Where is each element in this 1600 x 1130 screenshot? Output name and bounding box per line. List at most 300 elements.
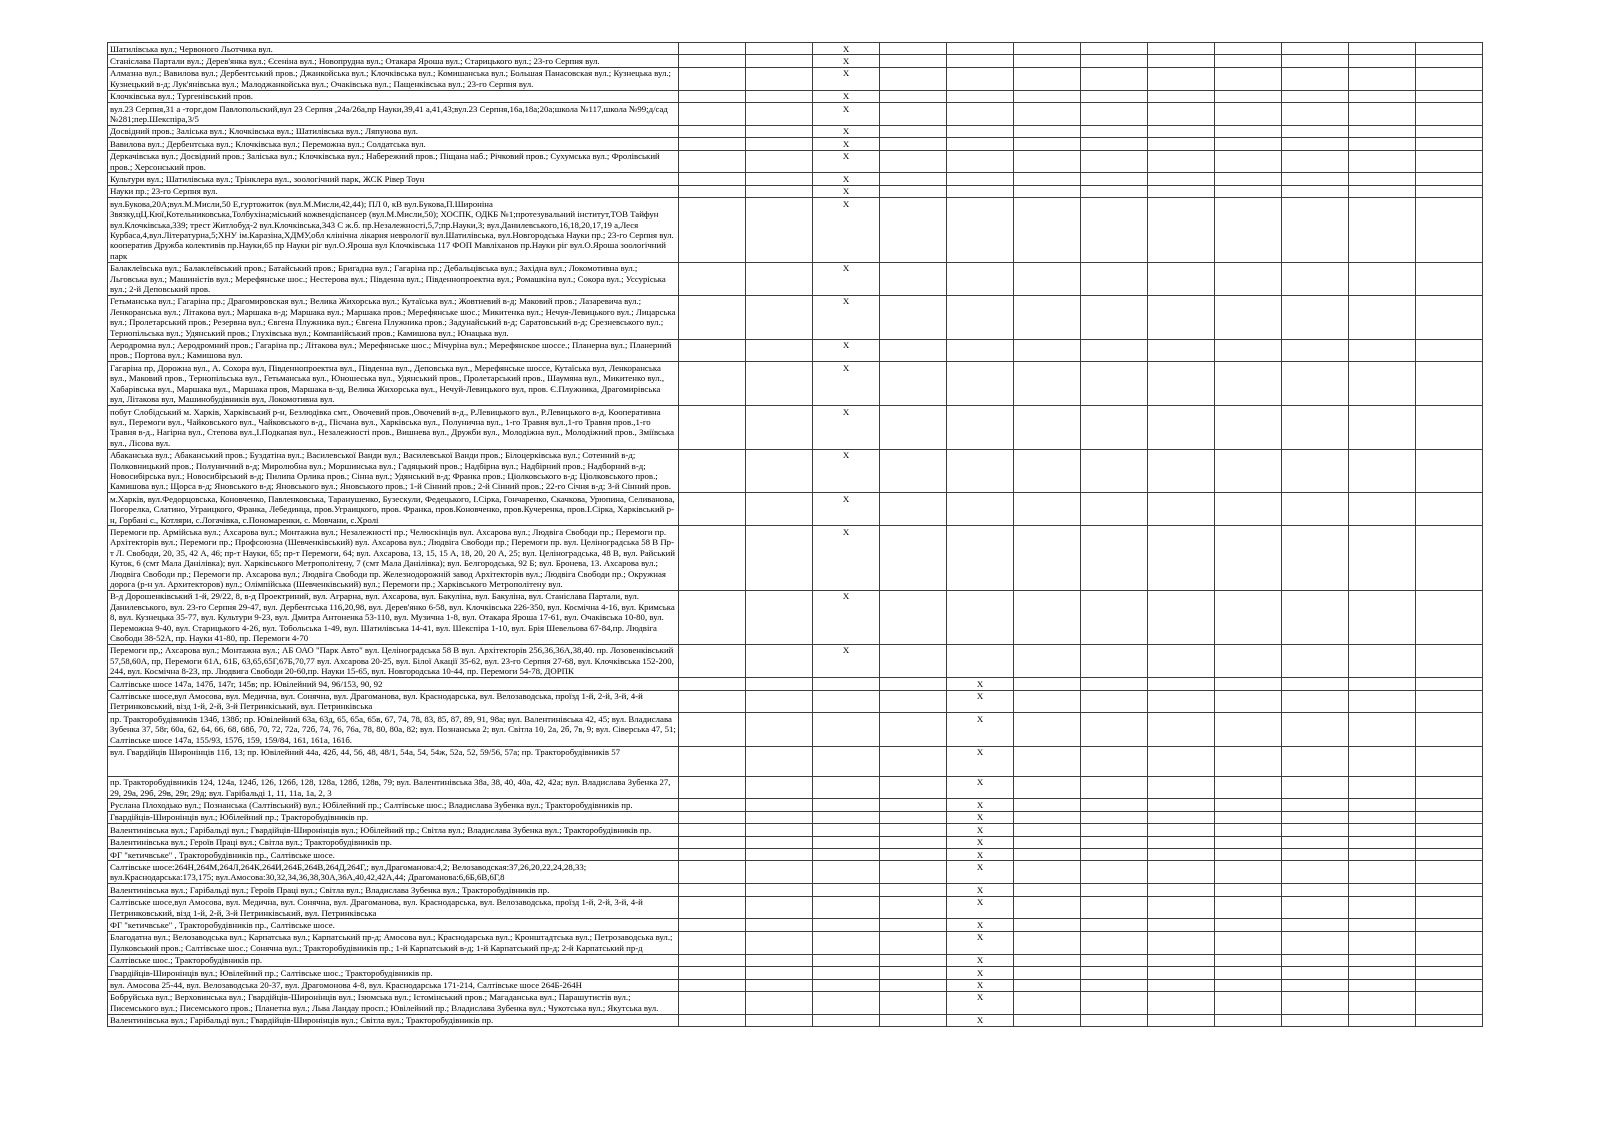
street-table [107, 42, 1483, 1027]
empty-cell [1081, 173, 1148, 185]
x-mark-cell: X [813, 185, 880, 197]
x-mark-cell: X [947, 746, 1014, 776]
empty-cell [947, 173, 1014, 185]
empty-cell [1215, 590, 1282, 644]
street-list-cell: Гагаріна пр, Дорожна вул., А. Сохора вул, Південнопроектна вул., Південна вул., Деповська вул., Мерефянське шоссе, Кутаїська вул, Ленкоранська вул., Маковий пров., Тернопільська вул., Гетьманська вул., Юношеська вул., Удянський пров., Пролетарський пров., Шаумяна вул., Микитенко вул., Хабарівська вул., Маршака вул., Маршака пров, Маршака в-зд, Велика Жихорська вул., Нечуй-Левицького вул, пров. Є.Плужника, Драгомирівська вул, Літакова вул, Машинобудівників вул, Локомотивна вул. [108, 362, 679, 406]
table-row [108, 449, 1483, 493]
empty-cell [1014, 746, 1081, 776]
empty-cell [746, 690, 813, 713]
empty-cell [1148, 67, 1215, 90]
empty-cell [880, 861, 947, 884]
empty-cell [746, 746, 813, 776]
empty-cell [1148, 198, 1215, 262]
empty-cell [947, 43, 1014, 55]
empty-cell [1215, 931, 1282, 954]
empty-cell [746, 67, 813, 90]
empty-cell [746, 125, 813, 137]
empty-cell [880, 919, 947, 931]
empty-cell [1215, 449, 1282, 493]
empty-cell [1282, 979, 1349, 991]
empty-cell [880, 55, 947, 67]
table-row [108, 493, 1483, 526]
empty-cell [1416, 90, 1483, 102]
empty-cell [880, 362, 947, 406]
empty-cell [1148, 991, 1215, 1014]
empty-cell [1282, 931, 1349, 954]
table-row [108, 884, 1483, 896]
empty-cell [1081, 295, 1148, 339]
empty-cell [947, 150, 1014, 173]
empty-cell [746, 678, 813, 690]
empty-cell [679, 339, 746, 362]
empty-cell [813, 836, 880, 848]
empty-cell [1349, 884, 1416, 896]
empty-cell [679, 931, 746, 954]
empty-cell [679, 67, 746, 90]
empty-cell [1282, 799, 1349, 811]
empty-cell [880, 198, 947, 262]
empty-cell [1148, 967, 1215, 979]
empty-cell [1081, 406, 1148, 450]
empty-cell [746, 644, 813, 677]
street-list-cell: Салтівське шосе,вул Амосова, вул. Медична, вул. Сонячна, вул. Драгоманова, вул. Краснодарська, вул. Велозаводська, проїзд 1-й, 2-й, 3-й, 4-й Петринковський, візд 1-й, 2-й, 3-й Петринкіський, вул. Петринківська [108, 690, 679, 713]
empty-cell [813, 931, 880, 954]
x-mark-cell: X [947, 954, 1014, 966]
empty-cell [1349, 776, 1416, 799]
empty-cell [679, 43, 746, 55]
empty-cell [1014, 590, 1081, 644]
empty-cell [1148, 493, 1215, 526]
empty-cell [1282, 67, 1349, 90]
empty-cell [1014, 138, 1081, 150]
empty-cell [1014, 849, 1081, 861]
empty-cell [1282, 836, 1349, 848]
empty-cell [1416, 138, 1483, 150]
empty-cell [1148, 449, 1215, 493]
empty-cell [813, 1014, 880, 1026]
street-list-cell: м.Харків, вул.Федорцовська, Коновченко, Павленковська, Таранушенко, Бузескули, Федецького, І.Сірка, Гончаренко, Скачкова, Урюпина, Селиванова, Погорелка, Слатино, Уграицкого, Франка, Лебединца, пров.Уграицкого, пров. Франка, пров.Коновченко, пров.Кучеренка, пров.І.Сірка, Харківський р-н, Горбані с., Котляри, с.Логачівка, с.Пономаренки, с. Мовчани, с.Хролі [108, 493, 679, 526]
empty-cell [1014, 919, 1081, 931]
empty-cell [679, 799, 746, 811]
x-mark-cell: X [947, 849, 1014, 861]
empty-cell [1148, 90, 1215, 102]
empty-cell [746, 931, 813, 954]
empty-cell [1349, 362, 1416, 406]
empty-cell [1081, 103, 1148, 126]
empty-cell [1282, 173, 1349, 185]
x-mark-cell: X [813, 43, 880, 55]
empty-cell [679, 103, 746, 126]
empty-cell [1416, 406, 1483, 450]
empty-cell [1148, 836, 1215, 848]
street-list-cell: Клочківська вул.; Тургенівський пров. [108, 90, 679, 102]
empty-cell [1014, 1014, 1081, 1026]
table-row [108, 811, 1483, 823]
empty-cell [1282, 1014, 1349, 1026]
x-mark-cell: X [813, 125, 880, 137]
empty-cell [1148, 262, 1215, 295]
empty-cell [1215, 884, 1282, 896]
empty-cell [1014, 690, 1081, 713]
empty-cell [746, 861, 813, 884]
empty-cell [1416, 185, 1483, 197]
table-row [108, 103, 1483, 126]
empty-cell [1349, 713, 1416, 746]
empty-cell [1349, 991, 1416, 1014]
empty-cell [880, 967, 947, 979]
empty-cell [679, 493, 746, 526]
empty-cell [1349, 339, 1416, 362]
empty-cell [1282, 185, 1349, 197]
empty-cell [746, 198, 813, 262]
empty-cell [880, 90, 947, 102]
empty-cell [1282, 824, 1349, 836]
empty-cell [1349, 919, 1416, 931]
empty-cell [1416, 644, 1483, 677]
empty-cell [1349, 931, 1416, 954]
empty-cell [1349, 526, 1416, 590]
street-table-body [108, 43, 1483, 1027]
empty-cell [947, 103, 1014, 126]
empty-cell [813, 678, 880, 690]
empty-cell [1416, 55, 1483, 67]
empty-cell [1282, 861, 1349, 884]
empty-cell [1282, 713, 1349, 746]
empty-cell [1148, 173, 1215, 185]
empty-cell [1349, 55, 1416, 67]
empty-cell [1014, 55, 1081, 67]
empty-cell [1148, 811, 1215, 823]
empty-cell [746, 811, 813, 823]
empty-cell [1148, 644, 1215, 677]
empty-cell [1349, 90, 1416, 102]
empty-cell [1081, 884, 1148, 896]
street-list-cell: Валентинівська вул.; Гарібальді вул.; Гвардійців-Широнінців вул.; Світла вул.; Тракторобудівників пр. [108, 1014, 679, 1026]
street-list-cell: Перемоги пр. Армійська вул.; Ахсарова вул.; Монтажна вул.; Незалежності пр.; Челюскінців вул. Ахсарова вул.; Людвіга Свободи пр.; Перемоги пр. Архітекторів вул.; Перемоги пр.; Профсоюзна (Шевченківський) вул. Ахсарова вул.; Людвіга Свободи пр.; Перемоги пр. вул. Целіноградська 58 В Пр-т Л. Свободи, 20, 35, 42 А, 46; пр-т Науки, 65; пр-т Перемоги, 64; вул. Ахсарова, 13, 15, 15 А, 18, 20, 20 А, 25; вул. Целіноградська, 48 В, вул. Райський Куток, 6 (смт Мала Данілівка); вул. Харківського Метрополітену, 7 (смт Мала Данілівка); вул. Белгородська, 92 Б; вул. Бронева, 13. Ахсарова вул.; Людвіга Свободи пр.; Перемоги пр. Ахсарова вул.; Людвіга Свободи пр. Железнодорожній завод Архітекторів вул.; Людвіга Свободи пр.; Окружная дорога (р-н ул. Архитекторов) вул.; Олімпійська (Шевченківський) вул.; Перемоги пр.; Харківського Метрополітену вул. [108, 526, 679, 590]
empty-cell [1215, 103, 1282, 126]
empty-cell [1215, 644, 1282, 677]
empty-cell [880, 590, 947, 644]
empty-cell [947, 295, 1014, 339]
empty-cell [1215, 90, 1282, 102]
empty-cell [1282, 295, 1349, 339]
empty-cell [679, 991, 746, 1014]
empty-cell [1215, 954, 1282, 966]
table-row [108, 406, 1483, 450]
empty-cell [813, 861, 880, 884]
empty-cell [880, 678, 947, 690]
empty-cell [1349, 138, 1416, 150]
empty-cell [746, 449, 813, 493]
empty-cell [679, 406, 746, 450]
street-list-cell: Салтівське шосе:264Н,264М,264Л,264К,264И,264Б,264В,264Д,264Г,; вул.Драгоманова:4,2; Велозаводская:37,26,20,22,24,28,33; вул.Краснодарська:173,175; вул.Амосова:30,32,34,36,38,30А,36А,40,42,42А,44; Драгоманова:6,6Б,6В,6Г,8 [108, 861, 679, 884]
empty-cell [1282, 644, 1349, 677]
empty-cell [1148, 362, 1215, 406]
empty-cell [1349, 590, 1416, 644]
empty-cell [1148, 861, 1215, 884]
empty-cell [1148, 150, 1215, 173]
empty-cell [1282, 967, 1349, 979]
street-list-cell: побут Слобідський м. Харків, Харківський р-н, Безлюдівка смт., Овочевий пров.,Овочевий в-д., Р.Левицького вул., Р.Левицького в-д, Кооперативна вул., Перемоги вул., Чайковського вул., Чайковського в-д., Пісчана вул., Харківська вул., Полунична вул., 1-го Травня вул.,1-го Травня пров.,1-го Травня в-д., Нагірна вул., Степова вул.,І.Подкапая вул., Незалежності пров., Вишнева вул., Дружби вул., Молодіжна вул., Молодіжний пров., Зміївська вул., Лісова вул. [108, 406, 679, 450]
empty-cell [947, 67, 1014, 90]
x-mark-cell: X [813, 493, 880, 526]
empty-cell [1282, 339, 1349, 362]
empty-cell [679, 55, 746, 67]
empty-cell [1215, 746, 1282, 776]
x-mark-cell: X [947, 690, 1014, 713]
empty-cell [1349, 690, 1416, 713]
empty-cell [1148, 406, 1215, 450]
empty-cell [947, 406, 1014, 450]
empty-cell [1014, 799, 1081, 811]
empty-cell [1349, 198, 1416, 262]
empty-cell [1081, 67, 1148, 90]
empty-cell [746, 896, 813, 919]
empty-cell [1282, 849, 1349, 861]
empty-cell [1014, 954, 1081, 966]
empty-cell [880, 185, 947, 197]
empty-cell [1416, 339, 1483, 362]
empty-cell [1349, 979, 1416, 991]
empty-cell [746, 884, 813, 896]
empty-cell [1148, 954, 1215, 966]
empty-cell [746, 967, 813, 979]
table-row [108, 198, 1483, 262]
empty-cell [1349, 449, 1416, 493]
x-mark-cell: X [947, 931, 1014, 954]
street-list-cell: Абаканська вул.; Абаканський пров.; Буздатіна вул.; Василевської Ванди вул.; Василевської Ванди пров.; Білоцерківська вул.; Сотенний в-д; Полковницький пров.; Полуничний в-д; Миролюбна вул.; Моршинська вул.; Гадяцький пров.; Надбірна вул.; Надбірний пров.; Надборний в-д; Новосибірська вул.; Новосибірський в-д; Пилипа Орлика пров.; Сінна вул.; Удянський в-д; Франка пров.; Ціолковського в-д; Ціолковського пров.; Камишова вул.; Щорса в-д; Яновського в-д; Яновського вул.; Яновського пров.; 1-й Сінний пров.; 2-й Сінний пров.; 22-го Січня в-д; 3-й Сінний пров. [108, 449, 679, 493]
empty-cell [813, 746, 880, 776]
empty-cell [1014, 493, 1081, 526]
empty-cell [880, 644, 947, 677]
street-list-cell: Балаклеївська вул.; Балаклеївський пров.; Батайський пров.; Бригадна вул.; Гагаріна пр.; Дебальцівська вул.; Західна вул.; Локомотивна вул.; Льговська вул.; Машиністів вул.; Мерефянське шос.; Нестерова вул.; Південна вул.; Південнопроектна вул.; Ромашкіна вул.; Сокора вул.; Уссуріська вул.; 2-й Деповський пров. [108, 262, 679, 295]
empty-cell [880, 150, 947, 173]
x-mark-cell: X [813, 339, 880, 362]
empty-cell [880, 339, 947, 362]
empty-cell [746, 979, 813, 991]
empty-cell [1081, 55, 1148, 67]
empty-cell [880, 138, 947, 150]
empty-cell [1416, 967, 1483, 979]
table-row [108, 849, 1483, 861]
empty-cell [679, 811, 746, 823]
empty-cell [1349, 67, 1416, 90]
empty-cell [880, 125, 947, 137]
empty-cell [746, 526, 813, 590]
empty-cell [1081, 185, 1148, 197]
empty-cell [880, 406, 947, 450]
x-mark-cell: X [947, 713, 1014, 746]
empty-cell [1349, 746, 1416, 776]
empty-cell [679, 198, 746, 262]
x-mark-cell: X [947, 919, 1014, 931]
empty-cell [1282, 776, 1349, 799]
empty-cell [880, 690, 947, 713]
empty-cell [746, 339, 813, 362]
empty-cell [947, 262, 1014, 295]
table-row [108, 861, 1483, 884]
empty-cell [1416, 713, 1483, 746]
empty-cell [947, 449, 1014, 493]
empty-cell [1349, 824, 1416, 836]
empty-cell [1349, 849, 1416, 861]
empty-cell [1014, 150, 1081, 173]
empty-cell [746, 295, 813, 339]
empty-cell [1014, 198, 1081, 262]
street-list-cell: Перемоги пр,; Ахсарова вул.; Монтажна вул.; АБ ОАО "Парк Авто" вул. Целіноградська 58 В вул. Архітекторів 256,36,36А,38,40. пр. Лозовенківський 57,58,60А, пр, Перемоги 61А, 61Б, 63,65,65Г,67Б,70,77 вул. Ахсарова 20-25, вул. Білої Акації 35-62, вул. 23-го Серпня 27-68, вул. Клочківська 152-200, 244, вул. Космічна 8-23, пр. Людвига Свободи 20-60,пр. Науки 15-65, вул. Новгородська 10-44, пр. Перемоги 54-78, ДОРПК [108, 644, 679, 677]
empty-cell [746, 103, 813, 126]
street-list-cell: Станіслава Партали вул.; Дерев'янка вул.; Єсеніна вул.; Новопрудна вул.; Отакара Яроша вул.; Старицького вул.; 23-го Серпня вул. [108, 55, 679, 67]
empty-cell [679, 954, 746, 966]
empty-cell [1416, 1014, 1483, 1026]
empty-cell [1148, 678, 1215, 690]
empty-cell [813, 884, 880, 896]
street-list-cell: Валентинівська вул.; Героїв Праці вул.; Світла вул.; Тракторобудівників пр. [108, 836, 679, 848]
empty-cell [1148, 526, 1215, 590]
empty-cell [880, 776, 947, 799]
table-row [108, 590, 1483, 644]
empty-cell [1148, 1014, 1215, 1026]
empty-cell [1282, 690, 1349, 713]
empty-cell [1014, 185, 1081, 197]
empty-cell [1349, 125, 1416, 137]
empty-cell [1014, 824, 1081, 836]
empty-cell [1215, 339, 1282, 362]
table-row [108, 690, 1483, 713]
empty-cell [746, 55, 813, 67]
empty-cell [947, 362, 1014, 406]
table-row [108, 262, 1483, 295]
table-row [108, 896, 1483, 919]
empty-cell [1416, 884, 1483, 896]
empty-cell [1014, 406, 1081, 450]
empty-cell [1148, 849, 1215, 861]
empty-cell [1014, 991, 1081, 1014]
empty-cell [1282, 90, 1349, 102]
empty-cell [1014, 103, 1081, 126]
empty-cell [1215, 979, 1282, 991]
x-mark-cell: X [813, 590, 880, 644]
table-row [108, 67, 1483, 90]
empty-cell [1349, 262, 1416, 295]
x-mark-cell: X [947, 678, 1014, 690]
empty-cell [880, 896, 947, 919]
street-list-cell: Гетьманська вул.; Гагаріна пр.; Драгомировская вул.; Велика Жихорська вул.; Кутаїська вул.; Жовтневий в-д; Маковий пров.; Лазаревича вул.; Ленкоранська вул.; Літакова вул.; Маршака в-д; Маршака вул.; Маршака пров.; Мерефянське шос.; Микитенка вул.; Нечуя-Левицького вул.; Лицарська вул.; Пролетарський пров.; Резервна вул.; Євгена Плужника вул.; Євгена Плужника пров.; Задунайський в-д; Саратовський в-д; Срезневського вул.; Тернопільська вул.; Удянський пров.; Глухівська вул.; Компанійський пров.; Камишова вул.; Юнацька вул. [108, 295, 679, 339]
empty-cell [1416, 896, 1483, 919]
street-list-cell: Бобруйська вул.; Верховинська вул.; Гвардійців-Широнінців вул.; Ізюмська вул.; Істомінський пров.; Магаданська вул.; Парашутистів вул.; Писемського вул.; Писемського пров.; Планетна вул.; Льва Ландау просп.; Ювілейний пр.; Владислава Зубенка вул.; Чукотська вул.; Якутська вул. [108, 991, 679, 1014]
empty-cell [1081, 449, 1148, 493]
empty-cell [1349, 185, 1416, 197]
empty-cell [1081, 339, 1148, 362]
table-row [108, 173, 1483, 185]
x-mark-cell: X [947, 979, 1014, 991]
table-row [108, 138, 1483, 150]
empty-cell [1014, 67, 1081, 90]
empty-cell [1282, 919, 1349, 931]
empty-cell [880, 991, 947, 1014]
empty-cell [1349, 678, 1416, 690]
empty-cell [746, 138, 813, 150]
empty-cell [679, 262, 746, 295]
empty-cell [1014, 931, 1081, 954]
table-row [108, 150, 1483, 173]
x-mark-cell: X [947, 811, 1014, 823]
empty-cell [1148, 339, 1215, 362]
empty-cell [746, 919, 813, 931]
empty-cell [746, 150, 813, 173]
empty-cell [1148, 43, 1215, 55]
empty-cell [1416, 590, 1483, 644]
empty-cell [813, 849, 880, 861]
empty-cell [1081, 861, 1148, 884]
table-row [108, 1014, 1483, 1026]
empty-cell [880, 1014, 947, 1026]
table-row [108, 776, 1483, 799]
empty-cell [746, 90, 813, 102]
empty-cell [746, 713, 813, 746]
empty-cell [1148, 185, 1215, 197]
empty-cell [1148, 799, 1215, 811]
empty-cell [1014, 295, 1081, 339]
empty-cell [947, 138, 1014, 150]
empty-cell [1215, 493, 1282, 526]
empty-cell [679, 150, 746, 173]
empty-cell [813, 954, 880, 966]
empty-cell [1349, 150, 1416, 173]
street-list-cell: Руслана Плоходько вул.; Познанська (Салтівський) вул.; Юбілейний пр.; Салтівське шос.; Владислава Зубенка вул.; Тракторобудівників пр. [108, 799, 679, 811]
empty-cell [746, 185, 813, 197]
street-list-cell: ФГ "кетичвське" , Тракторобудівників пр., Салтівське шосе. [108, 919, 679, 931]
empty-cell [1014, 884, 1081, 896]
empty-cell [679, 173, 746, 185]
empty-cell [1416, 954, 1483, 966]
empty-cell [1349, 406, 1416, 450]
empty-cell [880, 884, 947, 896]
street-list-cell: Досвідний пров.; Заліська вул.; Клочківська вул.; Шатилівська вул.; Ляпунова вул. [108, 125, 679, 137]
table-row [108, 185, 1483, 197]
empty-cell [880, 931, 947, 954]
empty-cell [1215, 799, 1282, 811]
empty-cell [1215, 295, 1282, 339]
empty-cell [1282, 125, 1349, 137]
x-mark-cell: X [947, 799, 1014, 811]
empty-cell [1416, 991, 1483, 1014]
empty-cell [1416, 746, 1483, 776]
empty-cell [1416, 811, 1483, 823]
street-list-cell: Валентинівська вул.; Гарібальді вул.; Гвардійців-Широнінців вул.; Юбілейний пр.; Світла вул.; Владислава Зубенка вул.; Тракторобудівників пр. [108, 824, 679, 836]
empty-cell [746, 849, 813, 861]
empty-cell [1014, 449, 1081, 493]
street-list-cell: ФГ "кетичвське" , Тракторобудівників пр., Салтівське шосе. [108, 849, 679, 861]
empty-cell [947, 90, 1014, 102]
empty-cell [880, 849, 947, 861]
empty-cell [1215, 967, 1282, 979]
table-row [108, 362, 1483, 406]
empty-cell [679, 185, 746, 197]
empty-cell [1081, 362, 1148, 406]
table-row [108, 678, 1483, 690]
empty-cell [679, 590, 746, 644]
empty-cell [1081, 526, 1148, 590]
empty-cell [679, 449, 746, 493]
empty-cell [1349, 493, 1416, 526]
empty-cell [947, 590, 1014, 644]
x-mark-cell: X [813, 67, 880, 90]
empty-cell [679, 824, 746, 836]
empty-cell [1215, 150, 1282, 173]
empty-cell [880, 979, 947, 991]
empty-cell [1148, 590, 1215, 644]
